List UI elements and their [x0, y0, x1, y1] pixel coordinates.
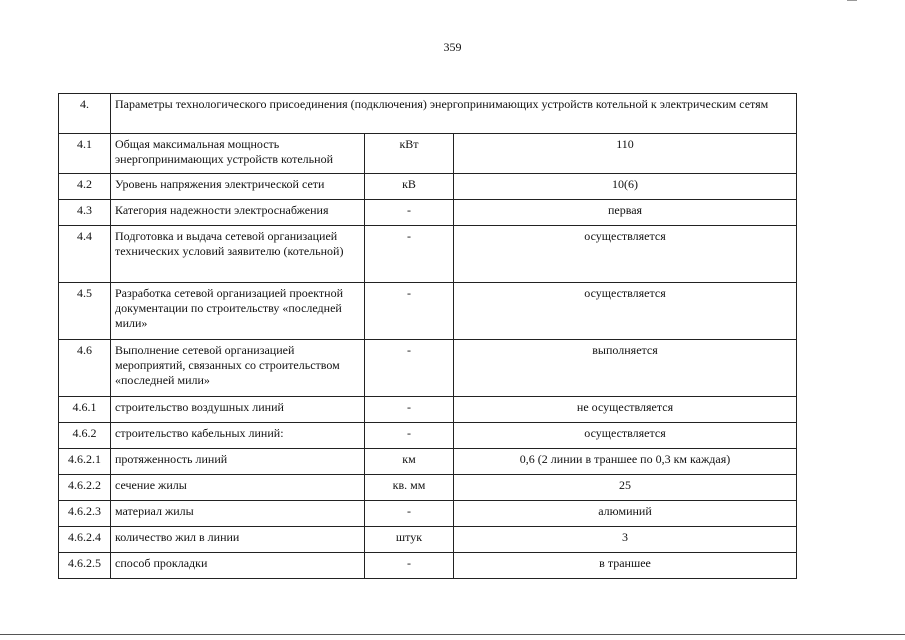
parameter-name: Категория надежности электроснабжения [111, 200, 365, 226]
table-row [59, 553, 797, 579]
value-cell: первая [454, 200, 797, 226]
unit-cell: - [365, 226, 454, 283]
unit-cell: кВт [365, 134, 454, 174]
unit-cell: - [365, 397, 454, 423]
parameter-name: способ прокладки [111, 553, 365, 579]
parameter-name: материал жилы [111, 501, 365, 527]
table-row [59, 527, 797, 553]
unit-cell: штук [365, 527, 454, 553]
value-cell: 10(6) [454, 174, 797, 200]
unit-cell: км [365, 449, 454, 475]
value-cell: выполняется [454, 340, 797, 397]
row-number: 4.2 [59, 174, 111, 200]
row-number: 4.6.1 [59, 397, 111, 423]
parameter-name: строительство кабельных линий: [111, 423, 365, 449]
row-number: 4.6.2.1 [59, 449, 111, 475]
table-row [59, 134, 797, 174]
unit-cell: - [365, 423, 454, 449]
parameter-name: Общая максимальная мощность энергопринимающих устройств котельной [111, 134, 365, 174]
section-header-row [59, 94, 797, 134]
page-number: 359 [443, 40, 462, 54]
row-number: 4.3 [59, 200, 111, 226]
value-cell: 25 [454, 475, 797, 501]
value-cell: алюминий [454, 501, 797, 527]
parameter-name: Подготовка и выдача сетевой организацией технических условий заявителю (котельной) [111, 226, 365, 283]
row-number: 4.6.2.3 [59, 501, 111, 527]
row-number: 4.6.2 [59, 423, 111, 449]
value-cell: осуществляется [454, 423, 797, 449]
row-number: 4.4 [59, 226, 111, 283]
row-number: 4.6.2.2 [59, 475, 111, 501]
parameter-name: Уровень напряжения электрической сети [111, 174, 365, 200]
row-number: 4.5 [59, 283, 111, 340]
table-row [59, 475, 797, 501]
table-row [59, 501, 797, 527]
unit-cell: - [365, 283, 454, 340]
scan-artifact-line [847, 0, 857, 1]
row-number: 4.6.2.4 [59, 527, 111, 553]
page-bottom-edge [0, 634, 905, 635]
table-row [59, 283, 797, 340]
unit-cell: - [365, 340, 454, 397]
row-number: 4.6.2.5 [59, 553, 111, 579]
value-cell: осуществляется [454, 226, 797, 283]
value-cell: осуществляется [454, 283, 797, 340]
table-row [59, 449, 797, 475]
section-number: 4. [59, 94, 111, 134]
unit-cell: кВ [365, 174, 454, 200]
value-cell: 0,6 (2 линии в траншее по 0,3 км каждая) [454, 449, 797, 475]
parameter-name: количество жил в линии [111, 527, 365, 553]
unit-cell: - [365, 553, 454, 579]
value-cell: не осуществляется [454, 397, 797, 423]
value-cell: 110 [454, 134, 797, 174]
parameter-name: Выполнение сетевой организацией мероприятий, связанных со строительством «последней мили» [111, 340, 365, 397]
table-row [59, 423, 797, 449]
row-number: 4.1 [59, 134, 111, 174]
value-cell: в траншее [454, 553, 797, 579]
value-cell: 3 [454, 527, 797, 553]
parameter-name: Разработка сетевой организацией проектной документации по строительству «последней мили» [111, 283, 365, 340]
parameter-name: сечение жилы [111, 475, 365, 501]
parameters-table [58, 93, 797, 579]
row-number: 4.6 [59, 340, 111, 397]
section-title: Параметры технологического присоединения (подключения) энергопринимающих устройств котельной к электрическим сетям [111, 94, 797, 134]
table-row [59, 226, 797, 283]
table-row [59, 340, 797, 397]
parameter-name: протяженность линий [111, 449, 365, 475]
parameter-name: строительство воздушных линий [111, 397, 365, 423]
unit-cell: - [365, 501, 454, 527]
table-row [59, 397, 797, 423]
table-row [59, 174, 797, 200]
unit-cell: кв. мм [365, 475, 454, 501]
unit-cell: - [365, 200, 454, 226]
table-row [59, 200, 797, 226]
